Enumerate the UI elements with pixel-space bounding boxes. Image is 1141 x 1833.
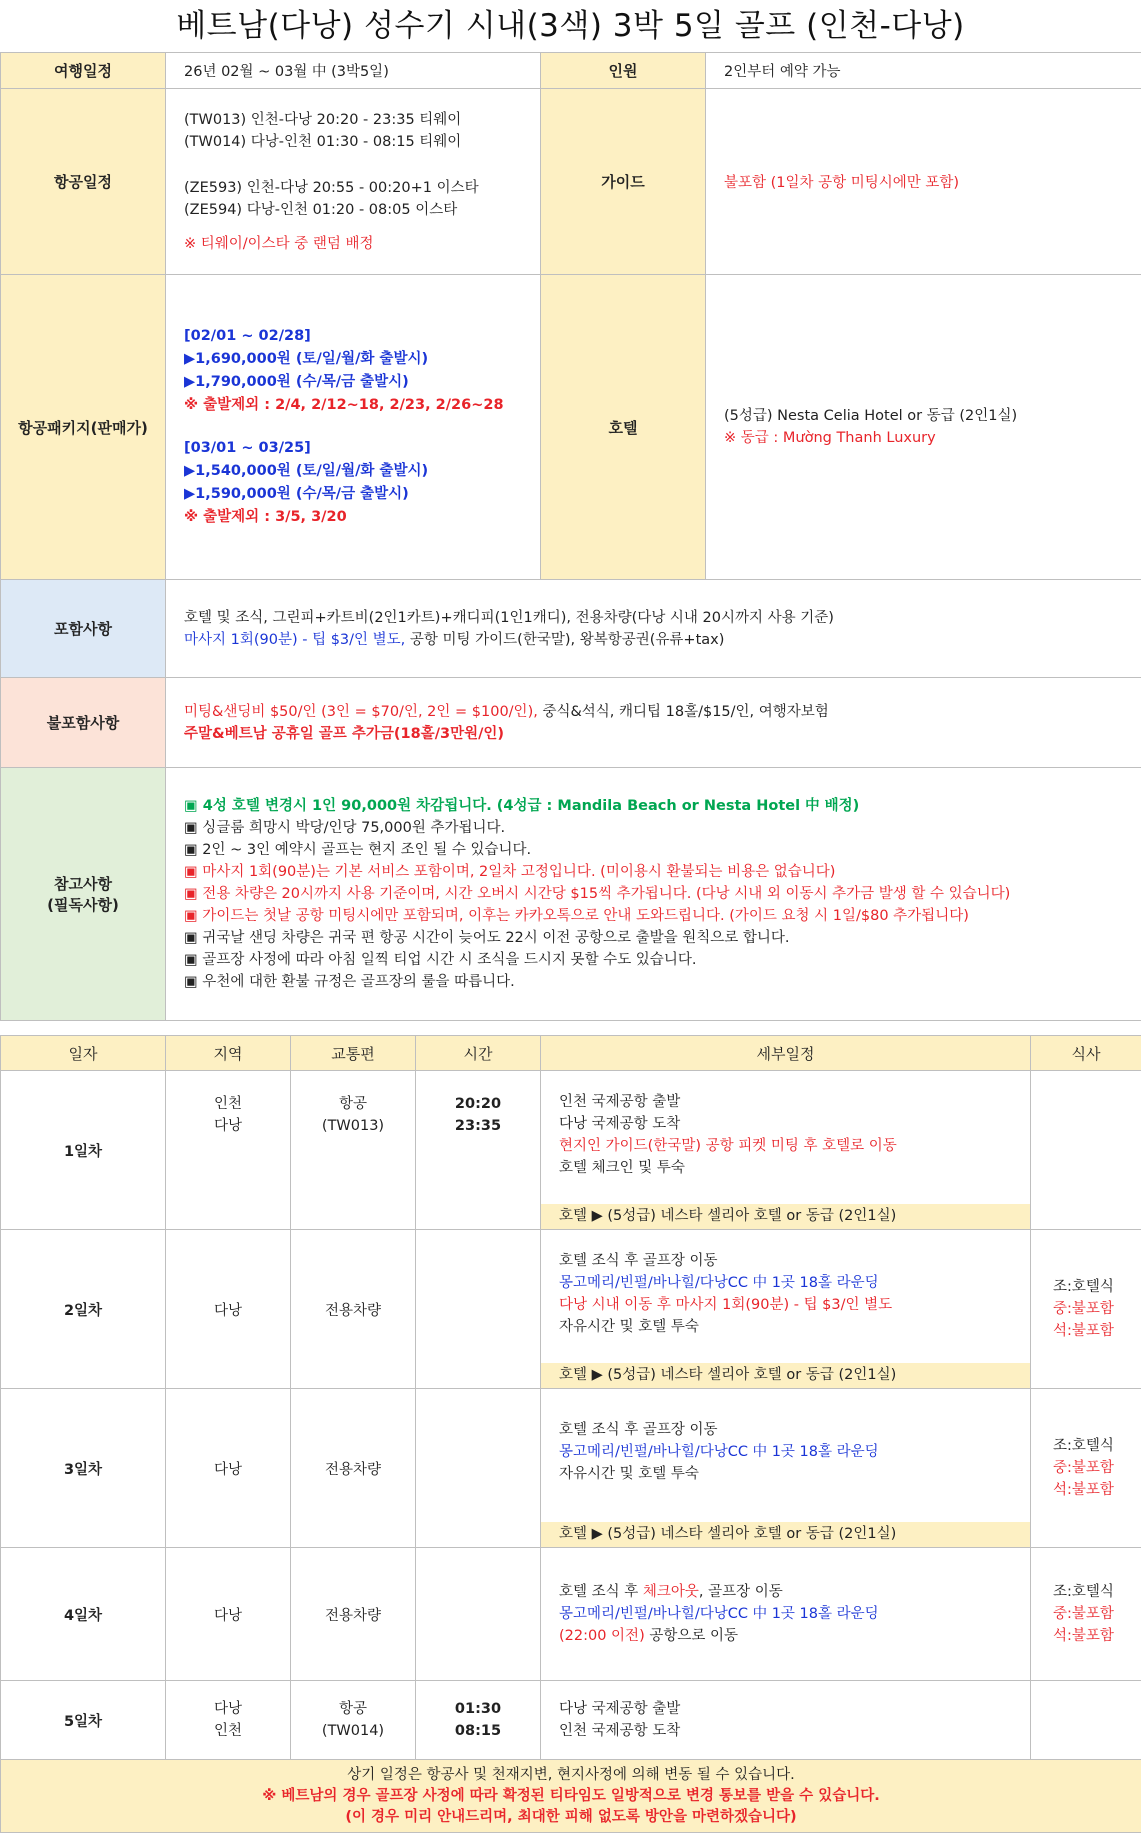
notice-line: ※ 베트남의 경우 골프장 사정에 따라 확정된 티타임도 일방적으로 변경 통보를 받을 수 있습니다. <box>1 1786 1141 1807</box>
day-row <box>1 1389 1141 1548</box>
mar-price-weekday: ▶1,590,000원 (수/목/금 출발시) <box>184 483 522 506</box>
hotel-bar: 호텔 ▶ (5성급) 네스타 셀리아 호텔 or 동급 (2인1실) <box>541 1363 1030 1388</box>
flight-line: (ZE593) 인천-다낭 20:55 - 00:20+1 이스타 <box>184 177 522 199</box>
included-line: 공항 미팅 가이드(한국말), 왕복항공권(유류+tax) <box>405 632 724 648</box>
flight-line: (TW014) 다낭-인천 01:30 - 08:15 티웨이 <box>184 131 522 153</box>
hotel-equivalent: ※ 동급 : Mường Thanh Luxury <box>724 427 1123 449</box>
note-item: ▣ 마사지 1회(90분)는 기본 서비스 포함이며, 2일차 고정입니다. (미이용시 환불되는 비용은 없습니다) <box>184 861 1123 883</box>
day-transport: 항공 (TW014) <box>291 1681 416 1760</box>
day-detail: 호텔 조식 후 체크아웃, 골프장 이동 몽고메리/빈펄/바나힐/다낭CC 中 1곳 18홀 라운딩 (22:00 이전) 공항으로 이동 <box>541 1548 1031 1681</box>
note-item: ▣ 4성 호텔 변경시 1인 90,000원 차감됩니다. (4성급 : Mandila Beach or Nesta Hotel 中 배정) <box>184 795 1123 817</box>
package-prices <box>166 275 541 580</box>
note-item: ▣ 2인 ~ 3인 예약시 골프는 현지 조인 될 수 있습니다. <box>184 839 1123 861</box>
excluded-meeting-fee: 미팅&샌딩비 $50/인 (3인 = $70/인, 2인 = $100/인), <box>184 704 538 720</box>
col-meal: 식사 <box>1031 1036 1141 1071</box>
hotel-info <box>706 275 1141 580</box>
day-region: 다낭 <box>166 1230 291 1389</box>
day-meal <box>1031 1071 1141 1230</box>
flight-schedule <box>166 89 541 275</box>
mar-period: [03/01 ~ 03/25] <box>184 437 522 460</box>
hotel-bar: 호텔 ▶ (5성급) 네스타 셀리아 호텔 or 동급 (2인1실) <box>541 1522 1030 1547</box>
col-region: 지역 <box>166 1036 291 1071</box>
day-region: 다낭 인천 <box>166 1681 291 1760</box>
day-label: 3일차 <box>1 1389 166 1548</box>
day-row <box>1 1071 1141 1230</box>
tour-info-table <box>0 52 1141 1021</box>
day-time: 20:20 23:35 <box>416 1071 541 1230</box>
day-label: 5일차 <box>1 1681 166 1760</box>
day-detail: 인천 국제공항 출발 다낭 국제공항 도착 현지인 가이드(한국말) 공항 피켓 미팅 후 호텔로 이동 호텔 체크인 및 투숙 호텔 ▶ (5성급) 네스타 셀리아 호텔 or 동급 (2인1실) <box>541 1071 1031 1230</box>
notes-list <box>166 768 1141 1021</box>
day-label: 1일차 <box>1 1071 166 1230</box>
day-row <box>1 1230 1141 1389</box>
day-row <box>1 1681 1141 1760</box>
hotel-label: 호텔 <box>541 275 706 580</box>
day-label: 4일차 <box>1 1548 166 1681</box>
day-meal: 조:호텔식 중:불포함 석:불포함 <box>1031 1548 1141 1681</box>
people-value: 2인부터 예약 가능 <box>706 53 1141 89</box>
schedule-value: 26년 02월 ~ 03월 中 (3박5일) <box>166 53 541 89</box>
note-item: ▣ 우천에 대한 환불 규정은 골프장의 룰을 따릅니다. <box>184 971 1123 993</box>
included-label: 포함사항 <box>1 580 166 678</box>
notice-line: (이 경우 미리 안내드리며, 최대한 피해 없도록 방안을 마련하겠습니다) <box>1 1807 1141 1828</box>
day-transport: 전용차량 <box>291 1389 416 1548</box>
day-region: 다낭 <box>166 1548 291 1681</box>
day-meal: 조:호텔식 중:불포함 석:불포함 <box>1031 1230 1141 1389</box>
included-value <box>166 580 1141 678</box>
mar-price-weekend: ▶1,540,000원 (토/일/월/화 출발시) <box>184 460 522 483</box>
day-detail: 다낭 국제공항 출발 인천 국제공항 도착 <box>541 1681 1031 1760</box>
col-time: 시간 <box>416 1036 541 1071</box>
excluded-value <box>166 678 1141 768</box>
feb-period: [02/01 ~ 02/28] <box>184 325 522 348</box>
schedule-label: 여행일정 <box>1 53 166 89</box>
feb-price-weekday: ▶1,790,000원 (수/목/금 출발시) <box>184 371 522 394</box>
day-region: 인천 다낭 <box>166 1071 291 1230</box>
day-time <box>416 1389 541 1548</box>
included-line: 호텔 및 조식, 그린피+카트비(2인1카트)+캐디피(1인1캐디), 전용차량(다낭 시내 20시까지 사용 기준) <box>184 607 1123 629</box>
note-item: ▣ 싱글룸 희망시 박당/인당 75,000원 추가됩니다. <box>184 817 1123 839</box>
day-transport: 항공 (TW013) <box>291 1071 416 1230</box>
note-item: ▣ 귀국날 샌딩 차량은 귀국 편 항공 시간이 늦어도 22시 이전 공항으로 출발을 원칙으로 합니다. <box>184 927 1123 949</box>
day-time: 01:30 08:15 <box>416 1681 541 1760</box>
day-label: 2일차 <box>1 1230 166 1389</box>
col-transport: 교통편 <box>291 1036 416 1071</box>
mar-exclusions: ※ 출발제외 : 3/5, 3/20 <box>184 506 522 529</box>
day-time <box>416 1548 541 1681</box>
notice-line: 상기 일정은 항공사 및 천재지변, 현지사정에 의해 변동 될 수 있습니다. <box>1 1765 1141 1786</box>
note-item: ▣ 가이드는 첫날 공항 미팅시에만 포함되며, 이후는 카카오톡으로 안내 도와드립니다. (가이드 요청 시 1일/$80 추가됩니다) <box>184 905 1123 927</box>
col-day: 일자 <box>1 1036 166 1071</box>
guide-value: 불포함 (1일차 공항 미팅시에만 포함) <box>706 89 1141 275</box>
flight-line: (ZE594) 다낭-인천 01:20 - 08:05 이스타 <box>184 199 522 221</box>
notice-box <box>1 1760 1141 1833</box>
hotel-value: (5성급) Nesta Celia Hotel or 동급 (2인1실) <box>724 405 1123 427</box>
note-item: ▣ 전용 차량은 20시까지 사용 기준이며, 시간 오버시 시간당 $15씩 추가됩니다. (다낭 시내 외 이동시 추가금 발생 할 수 있습니다) <box>184 883 1123 905</box>
excluded-surcharge: 주말&베트남 공휴일 골프 추가금(18홀/3만원/인) <box>184 723 1123 745</box>
page-title: 베트남(다낭) 성수기 시내(3색) 3박 5일 골프 (인천-다낭) <box>0 0 1141 52</box>
flight-line: (TW013) 인천-다낭 20:20 - 23:35 티웨이 <box>184 109 522 131</box>
day-time <box>416 1230 541 1389</box>
day-meal: 조:호텔식 중:불포함 석:불포함 <box>1031 1389 1141 1548</box>
notes-label: 참고사항 (필독사항) <box>1 768 166 1021</box>
note-item: ▣ 골프장 사정에 따라 아침 일찍 티업 시간 시 조식을 드시지 못할 수도 있습니다. <box>184 949 1123 971</box>
excluded-line: 중식&석식, 캐디팁 18홀/$15/인, 여행자보험 <box>538 704 829 720</box>
flight-note: ※ 티웨이/이스타 중 랜덤 배정 <box>184 233 522 255</box>
day-transport: 전용차량 <box>291 1548 416 1681</box>
day-row <box>1 1548 1141 1681</box>
guide-label: 가이드 <box>541 89 706 275</box>
day-detail: 호텔 조식 후 골프장 이동 몽고메리/빈펄/바나힐/다낭CC 中 1곳 18홀 라운딩 자유시간 및 호텔 투숙 호텔 ▶ (5성급) 네스타 셀리아 호텔 or 동급 (2인1실) <box>541 1389 1031 1548</box>
day-transport: 전용차량 <box>291 1230 416 1389</box>
col-detail: 세부일정 <box>541 1036 1031 1071</box>
package-label: 항공패키지(판매가) <box>1 275 166 580</box>
included-massage: 마사지 1회(90분) - 팁 $3/인 별도, <box>184 632 405 648</box>
excluded-label: 불포함사항 <box>1 678 166 768</box>
itinerary-table <box>0 1035 1141 1833</box>
hotel-bar: 호텔 ▶ (5성급) 네스타 셀리아 호텔 or 동급 (2인1실) <box>541 1204 1030 1229</box>
day-region: 다낭 <box>166 1389 291 1548</box>
people-label: 인원 <box>541 53 706 89</box>
day-detail: 호텔 조식 후 골프장 이동 몽고메리/빈펄/바나힐/다낭CC 中 1곳 18홀 라운딩 다낭 시내 이동 후 마사지 1회(90분) - 팁 $3/인 별도 자유시간 및 호텔 투숙 호텔 ▶ (5성급) 네스타 셀리아 호텔 or 동급 (2인1실) <box>541 1230 1031 1389</box>
flight-label: 항공일정 <box>1 89 166 275</box>
feb-price-weekend: ▶1,690,000원 (토/일/월/화 출발시) <box>184 348 522 371</box>
feb-exclusions: ※ 출발제외 : 2/4, 2/12~18, 2/23, 2/26~28 <box>184 394 522 417</box>
day-meal <box>1031 1681 1141 1760</box>
